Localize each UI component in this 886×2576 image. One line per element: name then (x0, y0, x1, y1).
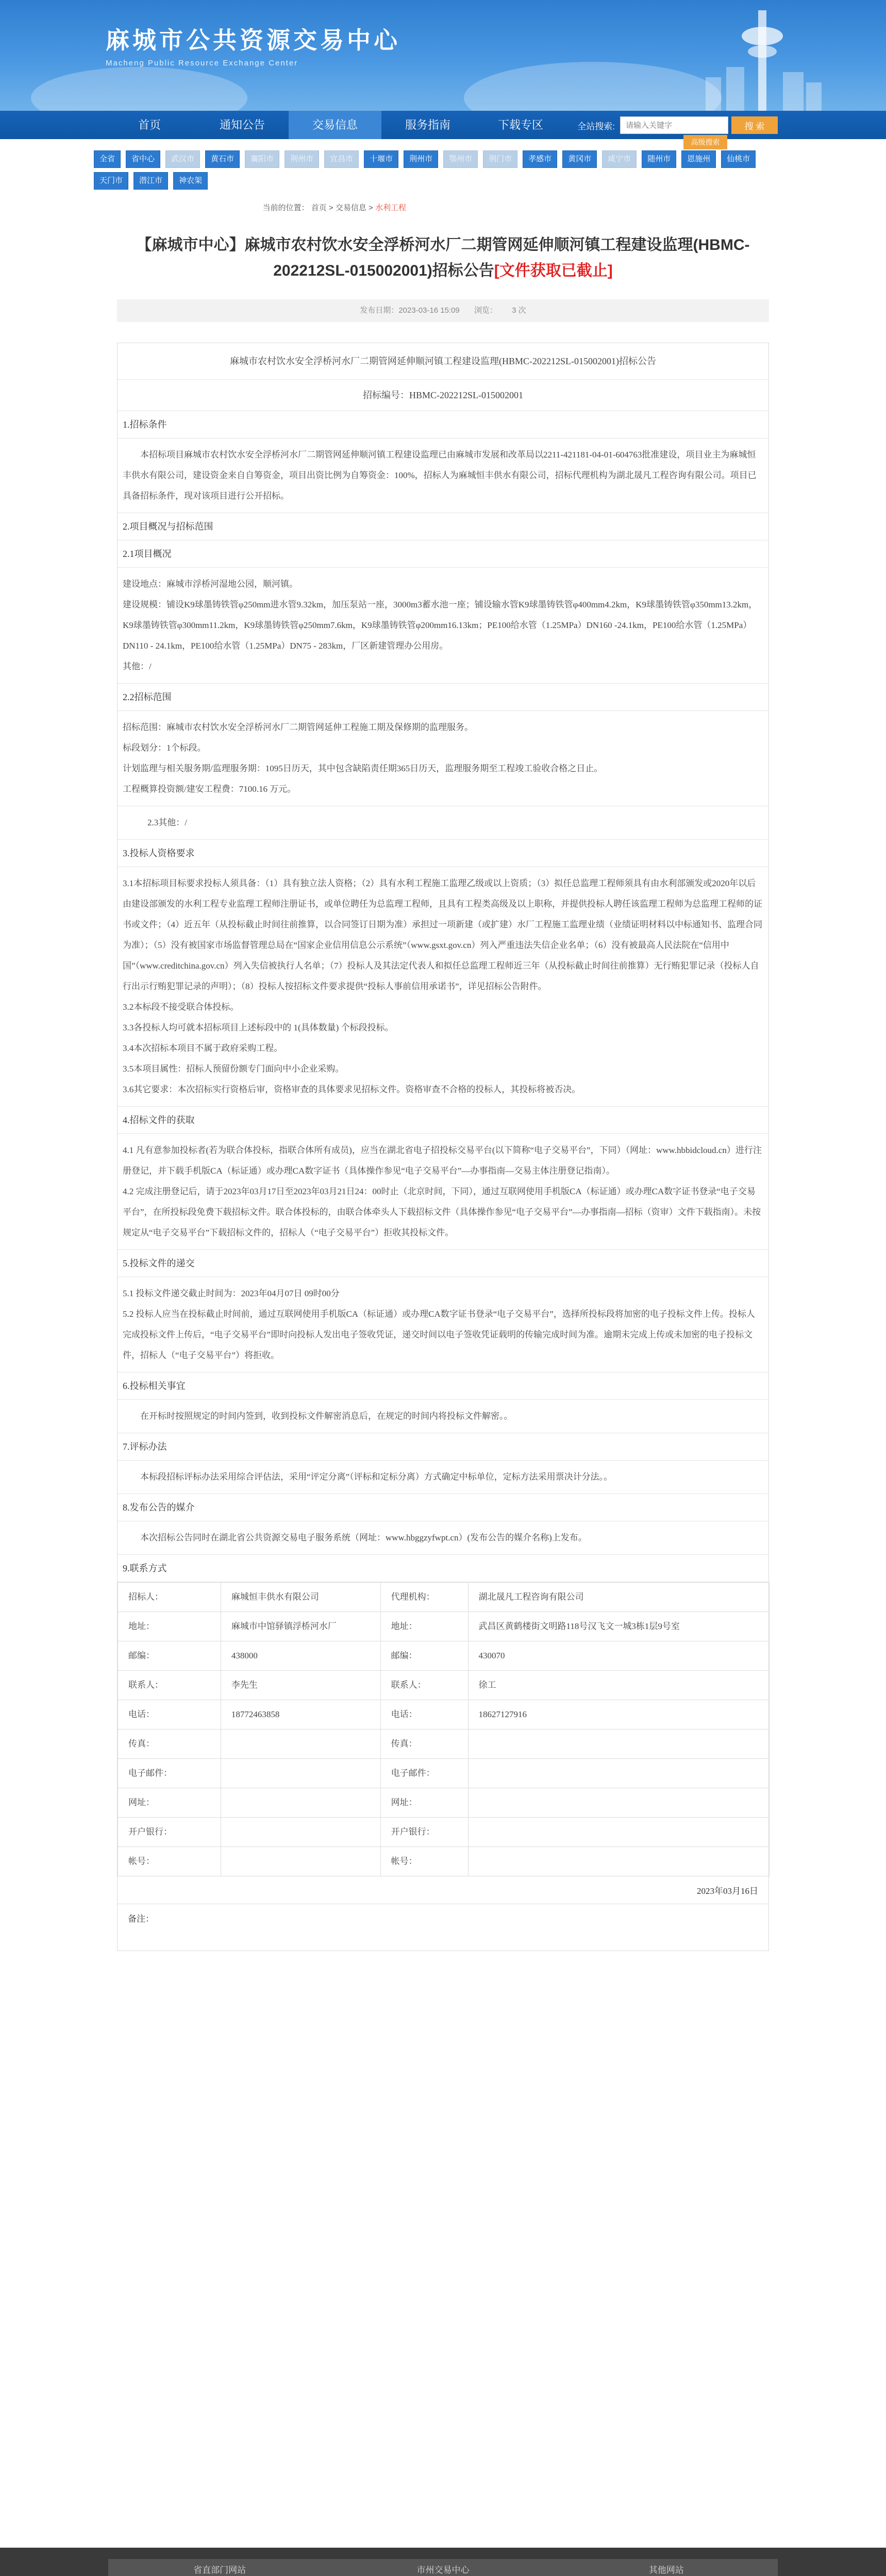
region-tab[interactable]: 荆州市 (404, 150, 438, 168)
contact-label: 网址： (380, 1788, 468, 1818)
contact-value: 18627127916 (468, 1700, 770, 1730)
breadcrumb-separator: > (369, 204, 375, 212)
publication-media-text: 本次招标公告同时在湖北省公共资源交易电子服务系统（网址：www.hbggzyfwpt.cn）(发布公告的媒介名称)上发布。 (140, 1533, 587, 1543)
header-decoration (464, 62, 722, 111)
announcement-note: 备注： (128, 1914, 154, 1924)
announcement-document (117, 343, 769, 1951)
footer-provincial-sites[interactable]: 省直部门网站 (108, 2559, 331, 2576)
other-info: 其他：/ (123, 662, 152, 671)
search-input[interactable] (620, 116, 728, 134)
nav-notices[interactable]: 通知公告 (219, 118, 265, 131)
section-2-1-body (118, 568, 768, 684)
region-tab[interactable]: 天门市 (94, 172, 128, 190)
article-meta (117, 299, 769, 322)
section-2-2-body (118, 711, 768, 806)
contact-row (118, 1759, 770, 1788)
region-tab[interactable]: 荆州市 (285, 150, 319, 168)
contact-row (118, 1730, 770, 1759)
tender-scope: 招标范围：麻城市农村饮水安全浮桥河水厂二期管网延伸工程施工期及保修期的监理服务。 (123, 722, 473, 732)
contact-row (118, 1641, 770, 1671)
contact-value (468, 1818, 770, 1847)
article-status-flag: [文件获取已截止] (494, 262, 613, 279)
section-8-title: 8.发布公告的媒介 (118, 1494, 768, 1521)
article-title (108, 232, 778, 284)
breadcrumb (108, 202, 778, 213)
region-tab[interactable]: 潜江市 (133, 172, 168, 190)
contact-label: 联系人： (118, 1671, 221, 1700)
site-subtitle: Macheng Public Resource Exchange Center (106, 59, 298, 67)
contact-value (468, 1759, 770, 1788)
views-label: 浏览： (474, 306, 497, 315)
contact-label: 地址： (118, 1612, 221, 1641)
contact-value (221, 1788, 380, 1818)
contact-value: 麻城市中馆驿镇浮桥河水厂 (221, 1612, 380, 1641)
qualification-3-6: 3.6其它要求：本次招标实行资格后审，资格审查的具体要求见招标文件。资格审查不合格的投标人，其投标将被否决。 (123, 1084, 581, 1094)
qualification-3-1: 3.1本招标项目标要求投标人须具备：（1）具有独立法人资格；（2）具有水利工程施工监理乙级或以上资质；（3）拟任总监理工程师须具有由水利部颁发或2020年以后由建设部颁发的水利工程专业监理工程师注册证书，或单位聘任为总监理工程师，且具有工程类高级及以上职称，并提供投标人聘任该监理工程师为总监理工程师的证书或文件；（4）近五年（从投标截止时间往前推算，以合同签订日期为准）承担过一项新建（或扩建）水厂工程施工监理业绩（业绩证明材料以中标通知书、监理合同为准）；（5）没有被国家市场监督管理总局在“国家企业信用信息公示系统”（www.gsxt.gov.cn）列入严重违法失信企业名单；（6）没有被最高人民法院在“信用中国”（www.creditchina.gov.cn）列入失信被执行人名单；（7）投标人及其法定代表人和拟任总监理工程师近三年（从投标截止时间往前推算）无行贿犯罪记录（投标人自行出示行贿犯罪记录的声明）；（8）投标人按招标文件要求提供“投标人事前信用承诺书”，详见招标公告附件。 (123, 878, 762, 991)
contact-label: 帐号： (380, 1847, 468, 1876)
nav-downloads[interactable]: 下载专区 (497, 118, 543, 131)
contact-label: 招标人： (118, 1583, 221, 1612)
contact-value: 徐工 (468, 1671, 770, 1700)
contact-value (221, 1759, 380, 1788)
region-tab[interactable]: 黄石市 (205, 150, 240, 168)
header-decoration (31, 67, 247, 111)
region-tab[interactable]: 武汉市 (165, 150, 200, 168)
contact-label: 开户银行： (380, 1818, 468, 1847)
region-tab[interactable]: 宜昌市 (324, 150, 359, 168)
region-tab[interactable]: 孝感市 (523, 150, 557, 168)
contact-row (118, 1847, 770, 1876)
section-2-3 (118, 806, 768, 840)
region-tab[interactable]: 鄂州市 (443, 150, 478, 168)
qualification-3-4: 3.4本次招标本项目不属于政府采购工程。 (123, 1043, 283, 1053)
contact-label: 地址： (380, 1612, 468, 1641)
contact-value (221, 1818, 380, 1847)
doc-tender-number: 招标编号：HBMC-202212SL-015002001 (118, 380, 768, 411)
nav-home[interactable]: 首页 (138, 118, 161, 131)
breadcrumb-home[interactable]: 首页 (311, 204, 327, 212)
construction-scale: 建设规模：铺设K9球墨铸铁管φ250mm进水管9.32km，加压泵站一座，3000m3蓄水池一座；铺设输水管K9球墨铸铁管φ400mm4.2km，K9球墨铸铁管φ350mm13.2km，K9球墨铸铁管φ300mm11.2km，K9球墨铸铁管φ250mm7.6km，K9球墨铸铁管φ200mm16.13km；PE100给水管（1.25MPa）DN160 -24.1km，PE100给水管（1.25MPa）DN110 - 24.1km，PE100给水管（1.25MPa）DN75 - 283km，厂区新建管理办公用房。 (123, 600, 758, 651)
search-label: 全站搜索: (577, 121, 615, 131)
contact-label: 邮编： (380, 1641, 468, 1671)
section-6-body (118, 1400, 768, 1433)
site-logo[interactable] (106, 22, 400, 67)
contact-value: 430070 (468, 1641, 770, 1671)
article-title-block (108, 232, 778, 284)
contact-label: 联系人： (380, 1671, 468, 1700)
contact-value: 麻城恒丰供水有限公司 (221, 1583, 380, 1612)
contact-row (118, 1583, 770, 1612)
contact-label: 网址： (118, 1788, 221, 1818)
region-tab[interactable]: 黄冈市 (562, 150, 597, 168)
contact-label: 传真： (118, 1730, 221, 1759)
section-3-title: 3.投标人资格要求 (118, 840, 768, 867)
section-8-body (118, 1521, 768, 1555)
nav-service-guide[interactable]: 服务指南 (405, 118, 450, 131)
section-2-2-title: 2.2招标范围 (118, 684, 768, 711)
region-tab[interactable]: 襄阳市 (245, 150, 279, 168)
section-4-body (118, 1134, 768, 1250)
announcement-date: 2023年03月16日 (118, 1876, 768, 1904)
region-tab[interactable]: 省中心 (126, 150, 160, 168)
contact-label: 传真： (380, 1730, 468, 1759)
qualification-3-3: 3.3各投标人均可就本招标项目上述标段中的 1(具体数量) 个标段投标。 (123, 1023, 394, 1032)
contact-table (118, 1582, 770, 1876)
section-2-3-text: 2.3其他：/ (147, 818, 187, 827)
region-tab[interactable]: 仙桃市 (721, 150, 756, 168)
site-footer (0, 2548, 886, 2576)
breadcrumb-current[interactable]: 水利工程 (375, 204, 406, 212)
site-header (0, 0, 886, 111)
footer-other-sites[interactable]: 其他网站 (555, 2559, 778, 2576)
section-3-body (118, 867, 768, 1107)
contact-value: 李先生 (221, 1671, 380, 1700)
section-2-title: 2.项目概况与招标范围 (118, 513, 768, 540)
section-7-body (118, 1461, 768, 1494)
qualification-3-5: 3.5本项目属性：招标人预留份额专门面向中小企业采购。 (123, 1064, 344, 1074)
construction-location: 建设地点：麻城市浮桥河湿地公园，顺河镇。 (123, 579, 298, 589)
contact-table-body (118, 1583, 770, 1876)
section-2-1-title: 2.1项目概况 (118, 540, 768, 568)
region-tab[interactable]: 随州市 (642, 150, 676, 168)
contact-row (118, 1788, 770, 1818)
region-tab[interactable]: 恩施州 (681, 150, 716, 168)
contact-label: 电子邮件： (118, 1759, 221, 1788)
views-count: 3 次 (512, 306, 526, 315)
contact-value: 武昌区黄鹤楼街文明路118号汉飞文一城3栋1层9号室 (468, 1612, 770, 1641)
region-tab[interactable]: 神农架 (173, 172, 208, 190)
advanced-search-button[interactable]: 高级搜索 (683, 135, 727, 149)
service-period: 计划监理与相关服务期/监理服务期：1095日历天，其中包含缺陷责任期365日历天，监理服务期至工程竣工验收合格之日止。 (123, 764, 603, 773)
site-title: 麻城市公共资源交易中心 (106, 27, 400, 54)
footer-link-groups (108, 2559, 778, 2576)
footer-city-centers[interactable]: 市州交易中心 (331, 2559, 555, 2576)
contact-row (118, 1818, 770, 1847)
article-title-main: 【麻城市中心】麻城市农村饮水安全浮桥河水厂二期管网延伸顺河镇工程建设监理(HBMC-202212SL-015002001)招标公告 (136, 236, 750, 279)
bidding-matters-text: 在开标时按照规定的时间内签到，收到投标文件解密消息后，在规定的时间内将投标文件解密。。 (140, 1411, 513, 1421)
contact-label: 电话： (380, 1700, 468, 1730)
contact-value: 18772463858 (221, 1700, 380, 1730)
contact-value: 湖北晟凡工程咨询有限公司 (468, 1583, 770, 1612)
contact-value: 438000 (221, 1641, 380, 1671)
section-1-title: 1.招标条件 (118, 411, 768, 438)
section-5-title: 5.投标文件的递交 (118, 1250, 768, 1277)
section-4-title: 4.招标文件的获取 (118, 1107, 768, 1134)
region-tabs (94, 150, 792, 190)
breadcrumb-separator: > (328, 204, 336, 212)
contact-label: 开户银行： (118, 1818, 221, 1847)
evaluation-method-text: 本标段招标评标办法采用综合评估法，采用“评定分离”（评标和定标分离）方式确定中标单位，定标方法采用票决计分法。。 (140, 1472, 613, 1482)
section-6-title: 6.投标相关事宜 (118, 1372, 768, 1400)
section-1-body (118, 438, 768, 513)
region-tab[interactable]: 荆门市 (483, 150, 517, 168)
contact-row (118, 1700, 770, 1730)
contact-value (221, 1847, 380, 1876)
contact-row (118, 1671, 770, 1700)
contact-label: 电话： (118, 1700, 221, 1730)
section-9-title: 9.联系方式 (118, 1555, 768, 1582)
breadcrumb-prefix: 当前的位置： (262, 204, 309, 212)
doc-heading: 麻城市农村饮水安全浮桥河水厂二期管网延伸顺河镇工程建设监理(HBMC-202212SL-015002001)招标公告 (118, 343, 768, 380)
contact-value (468, 1847, 770, 1876)
region-tab[interactable]: 咸宁市 (602, 150, 637, 168)
contact-value (221, 1730, 380, 1759)
tender-conditions-text: 本招标项目麻城市农村饮水安全浮桥河水厂二期管网延伸顺河镇工程建设监理已由麻城市发展和改革局以2211-421181-04-01-604763批准建设，项目业主为麻城恒丰供水有限公司，建设资金来自自筹资金，项目出资比例为自筹资金：100%，招标人为麻城恒丰供水有限公司，招标代理机构为湖北晟凡工程咨询有限公司。项目已具备招标条件，现对该项目进行公开招标。 (123, 450, 757, 501)
submission-method: 5.2 投标人应当在投标截止时间前，通过互联网使用手机版CA（标证通）或办理CA数字证书登录“电子交易平台”，选择所投标段将加密的电子投标文件上传。投标人完成投标文件上传后，“电子交易平台”即时向投标人发出电子签收凭证，递交时间以电子签收凭证载明的传输完成时间为准。逾期未完成上传或未加密的电子投标文件，招标人（“电子交易平台”）将拒收。 (123, 1309, 755, 1360)
submission-deadline: 5.1 投标文件递交截止时间为：2023年04月07日 09时00分 (123, 1289, 340, 1298)
tower-illustration-icon (695, 0, 829, 111)
investment-amount: 工程概算投资额/建安工程费：7100.16 万元。 (123, 784, 296, 794)
nav-trade-info[interactable]: 交易信息 (289, 111, 381, 139)
section-7-title: 7.评标办法 (118, 1433, 768, 1461)
document-acquisition-4-1: 4.1 凡有意参加投标者(若为联合体投标，指联合体所有成员)，应当在湖北省电子招投标交易平台(以下简称“电子交易平台”，下同）（网址：www.hbbidcloud.cn）进行注册登记，并下载手机版CA（标证通）或办理CA数字证书（具体操作参见“电子交易平台”—办事指南—交易主体注册登记指南）。 (123, 1145, 762, 1176)
document-acquisition-4-2: 4.2 完成注册登记后，请于2023年03月17日至2023年03月21日24：00时止（北京时间，下同），通过互联网使用手机版CA（标证通）或办理CA数字证书登录“电子交易平台”，在所投标段免费下载招标文件。联合体投标的，由联合体牵头人下载招标文件（具体操作参见“电子交易平台”—办事指南—招标（资审）文件下载指南）。未按规定从“电子交易平台”下载招标文件的，招标人（“电子交易平台”）拒收其投标文件。 (123, 1187, 761, 1238)
breadcrumb-trade-info[interactable]: 交易信息 (335, 204, 366, 212)
contact-label: 帐号： (118, 1847, 221, 1876)
search-button[interactable]: 搜 索 (731, 116, 778, 134)
lot-division: 标段划分：1个标段。 (123, 743, 206, 753)
contact-label: 代理机构： (380, 1583, 468, 1612)
contact-value (468, 1788, 770, 1818)
section-5-body (118, 1277, 768, 1372)
contact-label: 电子邮件： (380, 1759, 468, 1788)
region-tab[interactable]: 全省 (94, 150, 121, 168)
contact-value (468, 1730, 770, 1759)
main-nav (0, 111, 886, 146)
contact-row (118, 1612, 770, 1641)
publish-date: 发布日期：2023-03-16 15:09 (360, 306, 460, 315)
search-box (577, 116, 778, 134)
region-tab[interactable]: 十堰市 (364, 150, 398, 168)
contact-label: 邮编： (118, 1641, 221, 1671)
qualification-3-2: 3.2本标段不接受联合体投标。 (123, 1002, 239, 1012)
